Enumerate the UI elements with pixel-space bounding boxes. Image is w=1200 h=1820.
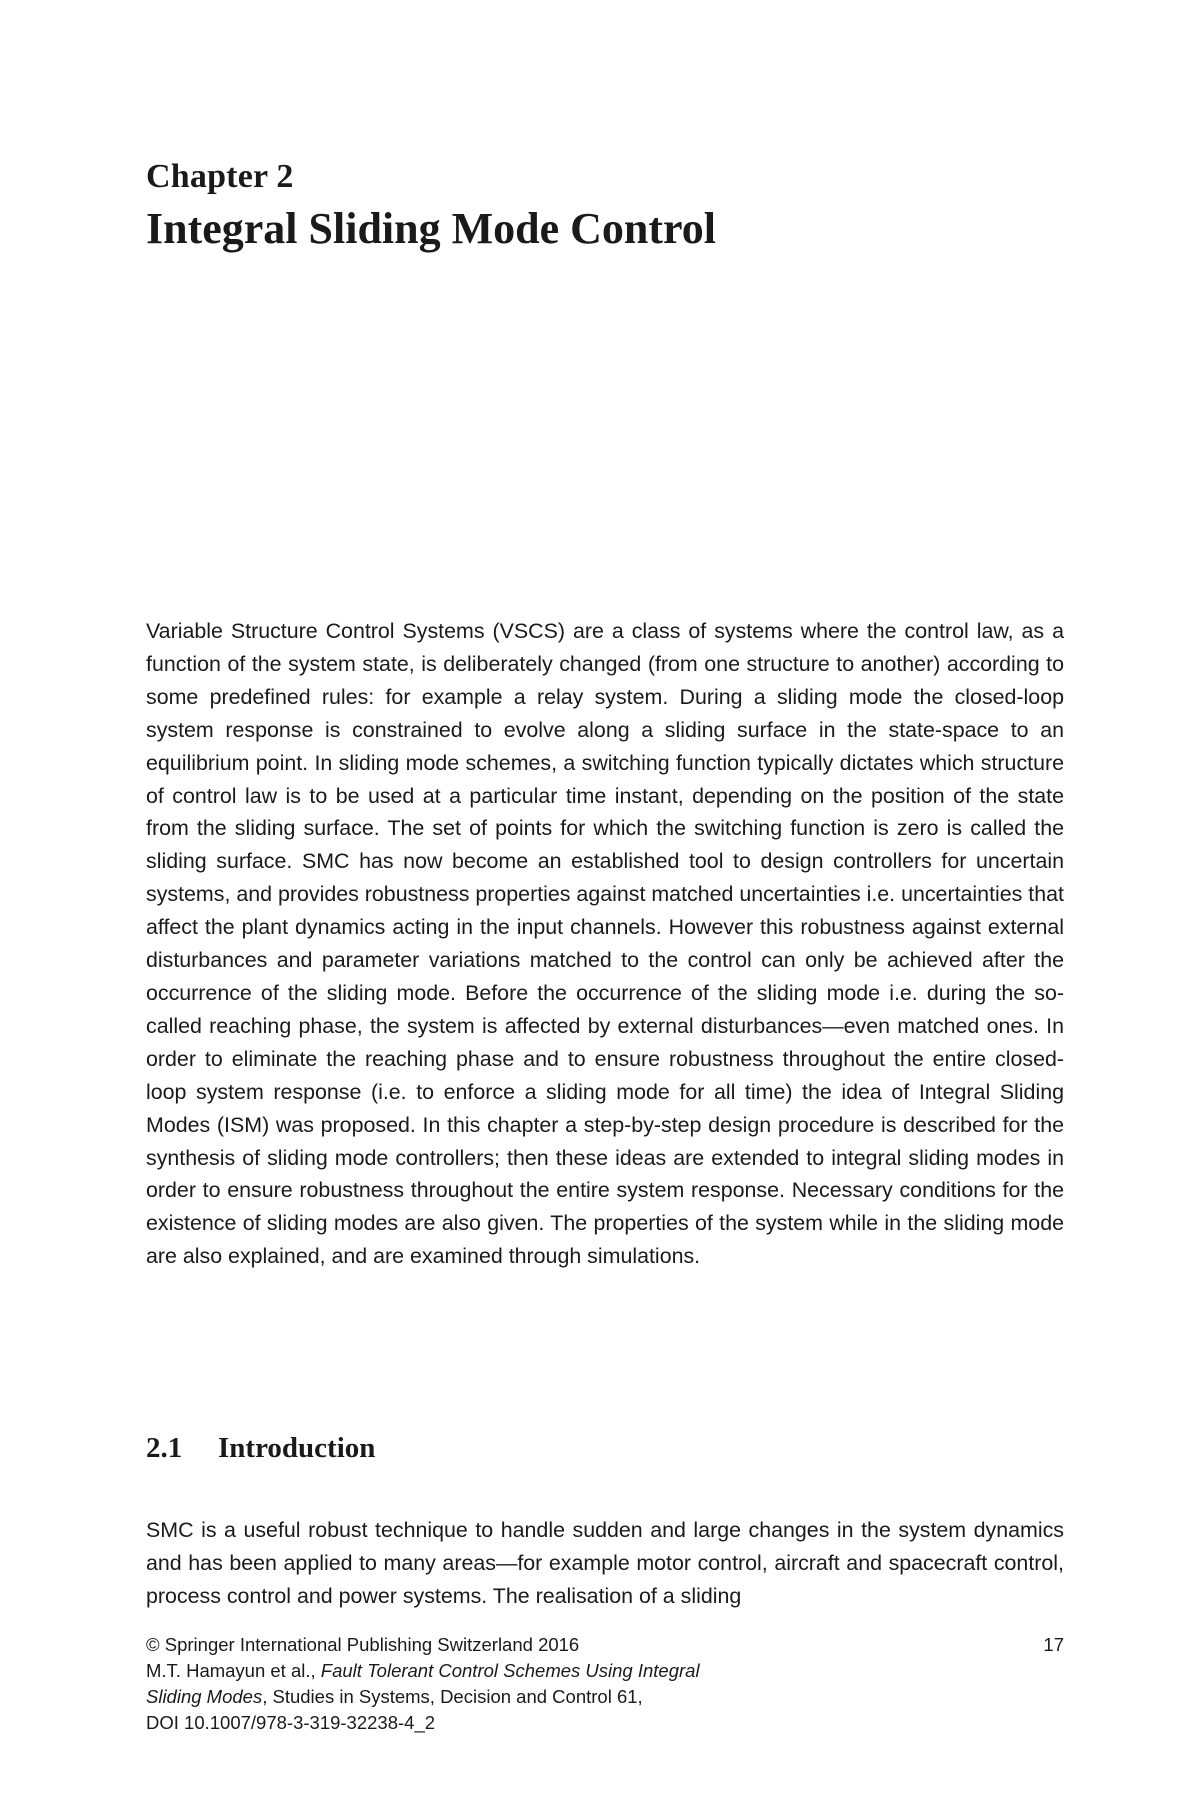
citation-doi: DOI 10.1007/978-3-319-32238-4_2: [146, 1712, 436, 1733]
citation-book-title-part1: Fault Tolerant Control Schemes Using Integral: [320, 1660, 700, 1681]
page-number: 17: [1043, 1634, 1064, 1655]
page-footer: [146, 1632, 1064, 1736]
section-number: 2.1: [146, 1432, 183, 1464]
intro-paragraph: SMC is a useful robust technique to handle sudden and large changes in the system dynamics and has been applied to many areas—for example motor control, aircraft and spacecraft control, process control and power systems. The realisation of a sliding: [146, 1518, 1064, 1608]
citation-line-1: [146, 1658, 1064, 1684]
citation-line-2: [146, 1684, 1064, 1710]
citation-series: , Studies in Systems, Decision and Control 61,: [262, 1686, 643, 1707]
section-heading: [146, 1432, 375, 1465]
copyright-line: © Springer International Publishing Switzerland 2016: [146, 1634, 580, 1655]
citation-authors: M.T. Hamayun et al.,: [146, 1660, 316, 1681]
section-title: Introduction: [218, 1432, 376, 1464]
chapter-abstract: Variable Structure Control Systems (VSCS) are a class of systems where the control law, as a function of the system state, is deliberately changed (from one structure to another) according to some predefined rules: for example a relay system. During a sliding mode the closed-loop system response is constrained to evolve along a sliding surface in the state-space to an equilibrium point. In sliding mode schemes, a switching function typically dictates which structure of control law is to be used at a particular time instant, depending on the position of the state from the sliding surface. The set of points for which the switching function is zero is called the sliding surface. SMC has now become an established tool to design controllers for uncertain systems, and provides robustness properties against matched uncertainties i.e. uncertainties that affect the plant dynamics acting in the input channels. However this robustness against external disturbances and parameter variations matched to the control can only be achieved after the occurrence of the sliding mode. Before the occurrence of the sliding mode i.e. during the so-called reaching phase, the system is affected by external disturbances—even matched ones. In order to eliminate the reaching phase and to ensure robustness throughout the entire closed-loop system response (i.e. to enforce a sliding mode for all time) the idea of Integral Sliding Modes (ISM) was proposed. In this chapter a step-by-step design procedure is described for the synthesis of sliding mode controllers; then these ideas are extended to integral sliding modes in order to ensure robustness throughout the entire system response. Necessary conditions for the existence of sliding modes are also given. The properties of the system while in the sliding mode are also explained, and are examined through simulations.: [146, 619, 1064, 1269]
chapter-title: Integral Sliding Mode Control: [146, 204, 717, 253]
chapter-label: Chapter 2: [146, 158, 294, 195]
citation-book-title-part2: Sliding Modes: [146, 1686, 263, 1707]
